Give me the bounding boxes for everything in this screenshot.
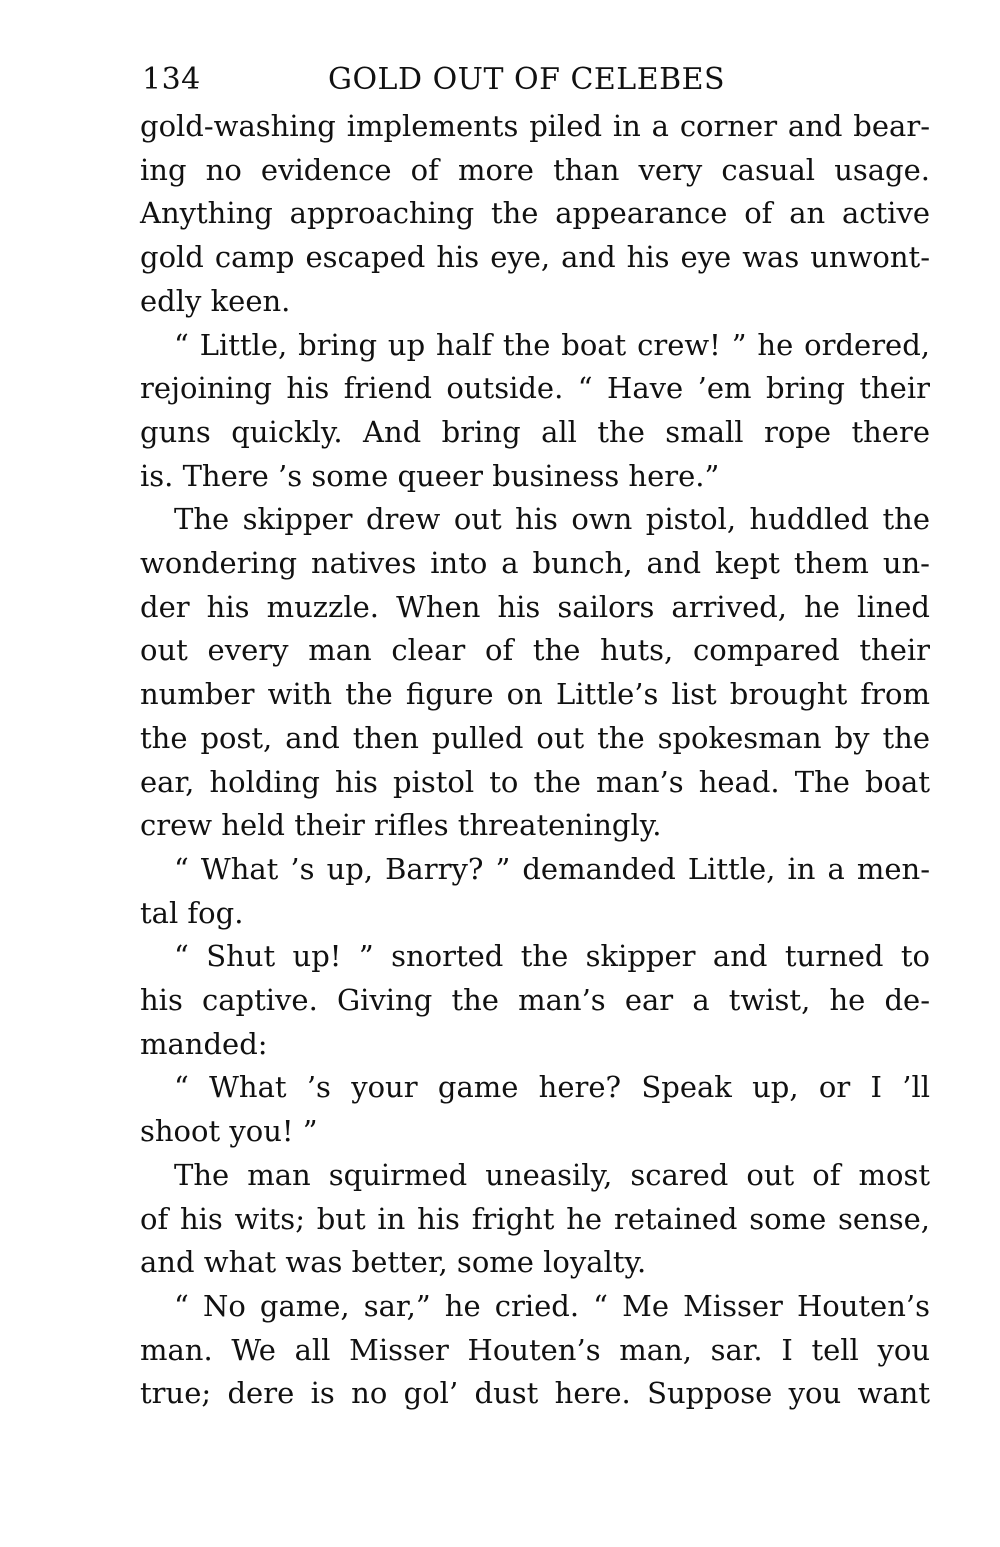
text-line: der his muzzle. When his sailors arrived, he lined	[140, 589, 930, 624]
text-line: The skipper drew out his own pistol, huddled the	[174, 502, 930, 537]
text-line: Anything approaching the appearance of an active	[140, 196, 930, 231]
text-line: of his wits; but in his fright he retained some sense,	[140, 1201, 930, 1236]
text-line: his captive. Giving the man’s ear a twist, he de-	[140, 983, 930, 1018]
text-line: “ No game, sar,” he cried. “ Me Misser Houten’s	[174, 1288, 930, 1323]
text-line: wondering natives into a bunch, and kept them un-	[140, 546, 930, 581]
text-line: “ What ’s up, Barry? ” demanded Little, in a men-	[174, 851, 930, 886]
text-line: is. There ’s some queer business here.”	[140, 458, 720, 493]
running-head-title: GOLD OUT OF CELEBES	[328, 62, 726, 97]
text-line: guns quickly. And bring all the small rope there	[140, 414, 930, 449]
running-head	[140, 55, 930, 105]
text-line: ear, holding his pistol to the man’s head. The boat	[140, 764, 930, 799]
text-line: crew held their rifles threateningly.	[140, 808, 662, 843]
body-text	[140, 105, 930, 1416]
page-number: 134	[142, 62, 201, 97]
text-line: gold-washing implements piled in a corner and bear-	[140, 109, 930, 143]
text-line: ing no evidence of more than very casual usage.	[140, 152, 930, 187]
text-line: out every man clear of the huts, compared their	[140, 633, 930, 668]
text-line: the post, and then pulled out the spokesman by the	[140, 720, 930, 755]
text-line: tal fog.	[140, 895, 244, 930]
text-line: gold camp escaped his eye, and his eye was unwont-	[140, 240, 930, 275]
text-line: “ What ’s your game here? Speak up, or I ’ll	[174, 1070, 930, 1105]
text-line: rejoining his friend outside. “ Have ’em bring their	[140, 371, 930, 406]
text-line: “ Little, bring up half the boat crew! ” he ordered,	[174, 327, 930, 362]
text-line: “ Shut up! ” snorted the skipper and turned to	[174, 939, 930, 974]
text-line: edly keen.	[140, 283, 291, 318]
text-line: shoot you! ”	[140, 1114, 318, 1149]
book-page	[140, 55, 930, 1416]
text-line: man. We all Misser Houten’s man, sar. I tell you	[140, 1332, 930, 1367]
text-line: manded:	[140, 1026, 268, 1061]
text-line: true; dere is no gol’ dust here. Suppose you want	[140, 1376, 930, 1411]
text-line: The man squirmed uneasily, scared out of most	[174, 1157, 930, 1192]
text-line: and what was better, some loyalty.	[140, 1245, 647, 1280]
text-line: number with the figure on Little’s list brought from	[140, 677, 930, 712]
